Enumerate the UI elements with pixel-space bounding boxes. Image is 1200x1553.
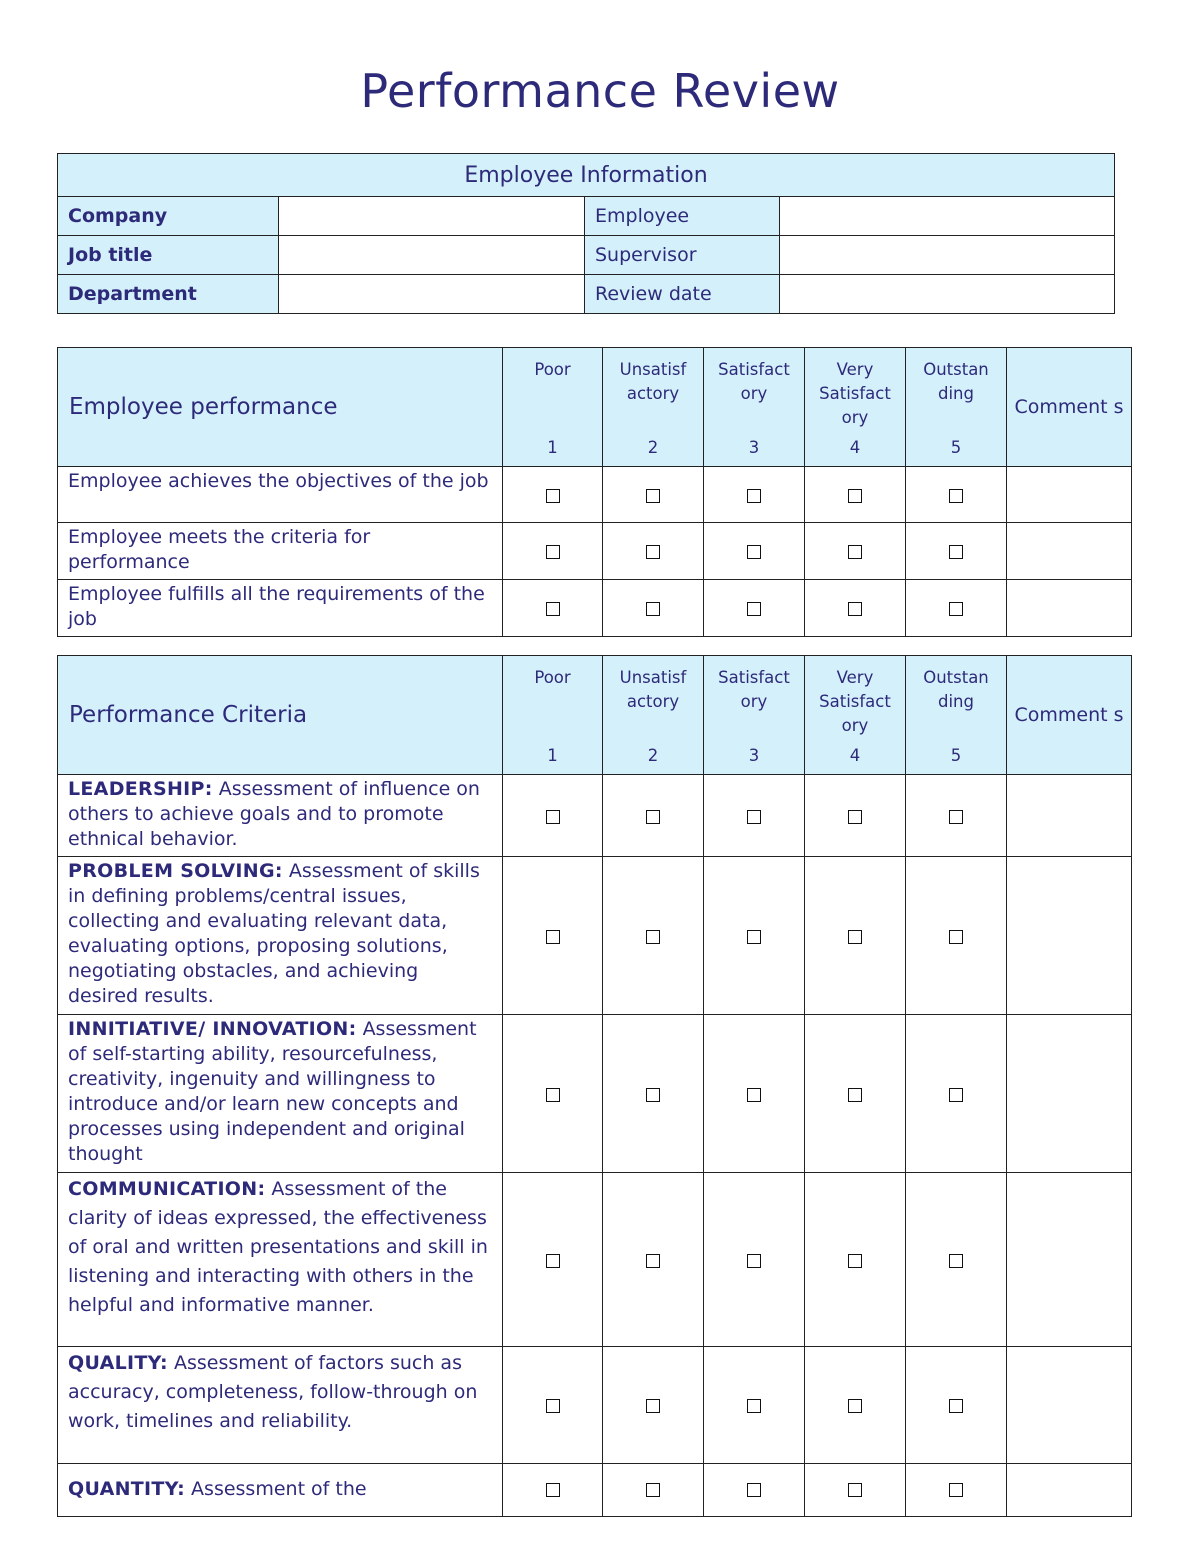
table-row	[58, 1347, 1132, 1464]
rating-checkbox[interactable]	[747, 810, 761, 824]
comment-cell[interactable]	[1007, 1347, 1132, 1464]
review-date-field[interactable]	[780, 275, 1115, 314]
rating-checkbox[interactable]	[747, 930, 761, 944]
rating-header-unsatisfactory: Unsatisf actory 2	[603, 348, 704, 467]
rating-checkbox[interactable]	[546, 1254, 560, 1268]
table-row	[58, 1173, 1132, 1347]
rating-header-satisfactory: Satisfact ory 3	[704, 656, 805, 775]
rating-header-poor: Poor 1	[503, 348, 603, 467]
department-label: Department	[58, 275, 279, 314]
comment-cell[interactable]	[1007, 1464, 1132, 1517]
rating-checkbox[interactable]	[646, 602, 660, 616]
company-label: Company	[58, 197, 279, 236]
rating-checkbox[interactable]	[646, 545, 660, 559]
rating-checkbox[interactable]	[848, 1088, 862, 1102]
rating-header-outstanding: Outstan ding 5	[906, 348, 1007, 467]
rating-checkbox[interactable]	[646, 489, 660, 503]
criteria-item: QUALITY: Assessment of factors such as accuracy, completeness, follow-through on work, timelines and reliability.	[58, 1347, 503, 1464]
supervisor-field[interactable]	[780, 236, 1115, 275]
table-row	[58, 467, 1132, 523]
employee-info-table	[57, 153, 1115, 314]
supervisor-label: Supervisor	[585, 236, 780, 275]
rating-checkbox[interactable]	[546, 545, 560, 559]
rating-checkbox[interactable]	[848, 602, 862, 616]
rating-header-unsatisfactory: Unsatisf actory 2	[603, 656, 704, 775]
rating-header-satisfactory: Satisfact ory 3	[704, 348, 805, 467]
rating-checkbox[interactable]	[646, 1399, 660, 1413]
comment-cell[interactable]	[1007, 1015, 1132, 1173]
info-row	[58, 275, 1115, 314]
info-row	[58, 236, 1115, 275]
criteria-item: PROBLEM SOLVING: Assessment of skills in defining problems/central issues, collecting and evaluating relevant data, evaluating options, proposing solutions, negotiating obstacles, and achieving desired results.	[58, 857, 503, 1015]
rating-checkbox[interactable]	[546, 1399, 560, 1413]
rating-checkbox[interactable]	[949, 1399, 963, 1413]
rating-checkbox[interactable]	[646, 810, 660, 824]
rating-checkbox[interactable]	[848, 489, 862, 503]
performance-item: Employee fulfills all the requirements of the job	[58, 580, 503, 637]
rating-checkbox[interactable]	[747, 545, 761, 559]
rating-checkbox[interactable]	[646, 1483, 660, 1497]
criteria-item: QUANTITY: Assessment of the	[58, 1464, 503, 1517]
rating-checkbox[interactable]	[646, 930, 660, 944]
rating-checkbox[interactable]	[848, 545, 862, 559]
rating-checkbox[interactable]	[546, 489, 560, 503]
comment-cell[interactable]	[1007, 775, 1132, 857]
performance-item: Employee achieves the objectives of the job	[58, 467, 503, 523]
table-row	[58, 523, 1132, 580]
employee-info-caption: Employee Information	[58, 154, 1115, 197]
employee-performance-heading: Employee performance	[58, 348, 503, 467]
rating-checkbox[interactable]	[646, 1254, 660, 1268]
rating-checkbox[interactable]	[747, 1254, 761, 1268]
rating-checkbox[interactable]	[747, 1483, 761, 1497]
rating-checkbox[interactable]	[546, 602, 560, 616]
comment-cell[interactable]	[1007, 857, 1132, 1015]
rating-header-very-satisfactory: Very Satisfact ory 4	[805, 348, 906, 467]
info-row	[58, 197, 1115, 236]
rating-checkbox[interactable]	[747, 489, 761, 503]
rating-checkbox[interactable]	[546, 1088, 560, 1102]
comments-header: Comment s	[1007, 348, 1132, 467]
table-row	[58, 1464, 1132, 1517]
employee-performance-table	[57, 347, 1132, 637]
employee-label: Employee	[585, 197, 780, 236]
rating-checkbox[interactable]	[949, 1483, 963, 1497]
rating-checkbox[interactable]	[747, 1399, 761, 1413]
criteria-item: LEADERSHIP: Assessment of influence on others to achieve goals and to promote ethnical behavior.	[58, 775, 503, 857]
rating-checkbox[interactable]	[949, 545, 963, 559]
rating-checkbox[interactable]	[949, 810, 963, 824]
table-row	[58, 775, 1132, 857]
company-field[interactable]	[279, 197, 585, 236]
review-date-label: Review date	[585, 275, 780, 314]
rating-checkbox[interactable]	[848, 1483, 862, 1497]
criteria-item: COMMUNICATION: Assessment of the clarity of ideas expressed, the effectiveness of oral and written presentations and skill in listening and interacting with others in the helpful and informative manner.	[58, 1173, 503, 1347]
page-title: Performance Review	[360, 64, 840, 118]
rating-checkbox[interactable]	[546, 930, 560, 944]
rating-checkbox[interactable]	[848, 1254, 862, 1268]
rating-checkbox[interactable]	[546, 1483, 560, 1497]
performance-criteria-table	[57, 655, 1132, 1517]
comments-header: Comment s	[1007, 656, 1132, 775]
rating-checkbox[interactable]	[949, 930, 963, 944]
rating-checkbox[interactable]	[949, 489, 963, 503]
rating-checkbox[interactable]	[747, 1088, 761, 1102]
criteria-item: INNITIATIVE/ INNOVATION: Assessment of self-starting ability, resourcefulness, creativity, ingenuity and willingness to introduce and/or learn new concepts and processes using independent and original thought	[58, 1015, 503, 1173]
job-title-field[interactable]	[279, 236, 585, 275]
rating-checkbox[interactable]	[848, 930, 862, 944]
rating-header-very-satisfactory: Very Satisfact ory 4	[805, 656, 906, 775]
rating-checkbox[interactable]	[848, 1399, 862, 1413]
rating-checkbox[interactable]	[949, 602, 963, 616]
table-row	[58, 1015, 1132, 1173]
rating-checkbox[interactable]	[646, 1088, 660, 1102]
rating-checkbox[interactable]	[949, 1254, 963, 1268]
job-title-label: Job title	[58, 236, 279, 275]
rating-checkbox[interactable]	[546, 810, 560, 824]
comment-cell[interactable]	[1007, 523, 1132, 580]
department-field[interactable]	[279, 275, 585, 314]
rating-checkbox[interactable]	[949, 1088, 963, 1102]
rating-header-outstanding: Outstan ding 5	[906, 656, 1007, 775]
employee-field[interactable]	[780, 197, 1115, 236]
table-row	[58, 857, 1132, 1015]
comment-cell[interactable]	[1007, 580, 1132, 637]
rating-checkbox[interactable]	[747, 602, 761, 616]
comment-cell[interactable]	[1007, 1173, 1132, 1347]
rating-checkbox[interactable]	[848, 810, 862, 824]
table-row	[58, 580, 1132, 637]
comment-cell[interactable]	[1007, 467, 1132, 523]
performance-criteria-heading: Performance Criteria	[58, 656, 503, 775]
rating-header-poor: Poor 1	[503, 656, 603, 775]
performance-item: Employee meets the criteria for performance	[58, 523, 503, 580]
